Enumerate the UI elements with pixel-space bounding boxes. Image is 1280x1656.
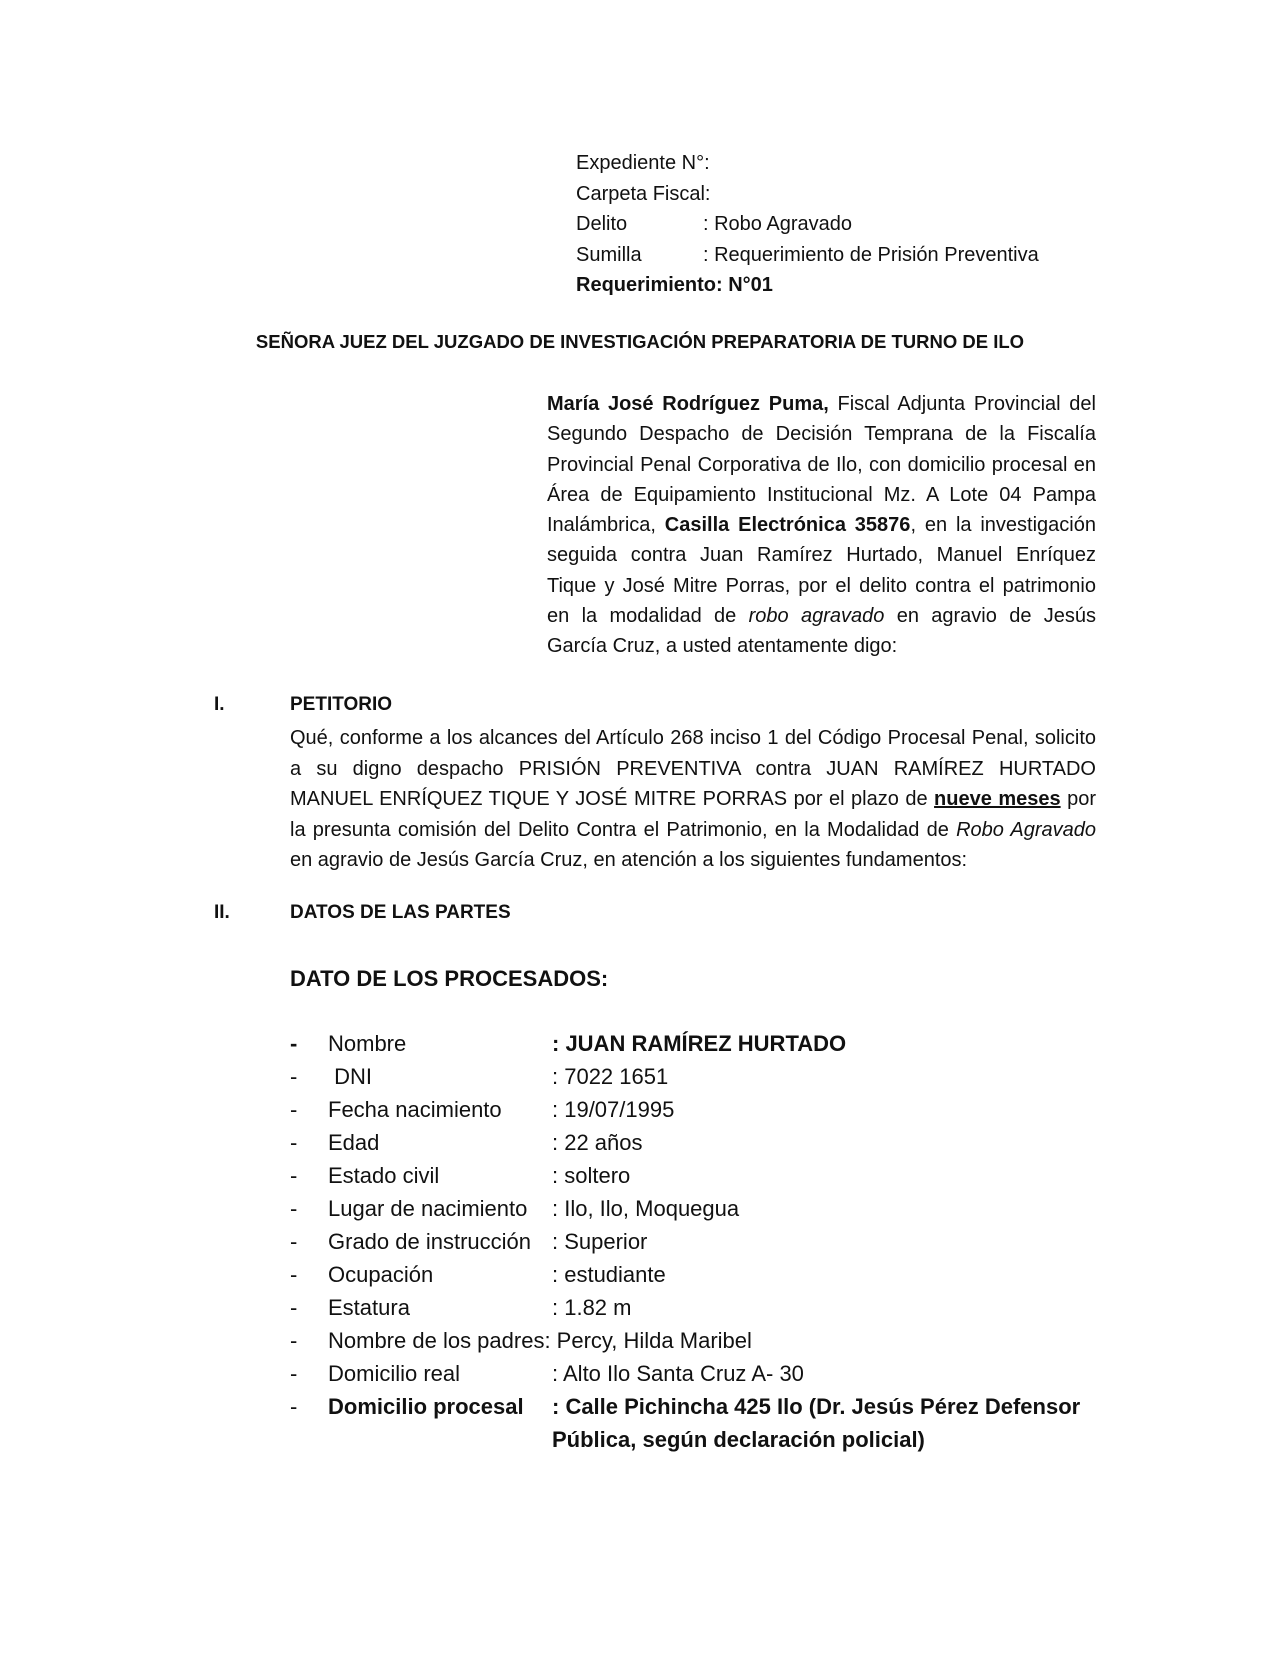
list-dash: - — [290, 1064, 298, 1089]
section-2-title: DATOS DE LAS PARTES — [290, 902, 511, 923]
requerimiento-label: Requerimiento: N°01 — [576, 274, 773, 296]
procesado-details-list — [290, 1027, 1110, 1456]
field-label: Estado civil — [328, 1163, 440, 1188]
procesados-heading: DATO DE LOS PROCESADOS: — [290, 966, 609, 991]
section-1-number: I. — [214, 694, 225, 715]
intro-text-3: en agravio de Jesús García Cruz, a usted atentamente digo: — [547, 605, 1097, 658]
case-header — [576, 148, 1039, 301]
list-dash: - — [290, 1262, 298, 1287]
field-value: : 1.82 m — [552, 1295, 632, 1320]
prosecutor-name: María José Rodríguez Puma, — [547, 393, 829, 415]
field-label: Domicilio procesal — [328, 1394, 524, 1419]
sumilla-value: : Requerimiento de Prisión Preventiva — [703, 243, 1039, 266]
addressee-title: SEÑORA JUEZ DEL JUZGADO DE INVESTIGACIÓN PREPARATORIA DE TURNO DE ILO — [255, 331, 1025, 352]
intro-text-2: , en la investigación seguida contra Juan Ramírez Hurtado, Manuel Enríquez Tique y José Mitre Porras, por el delito contra el patrimonio en la modalidad de — [547, 514, 1096, 628]
field-label: Grado de instrucción — [328, 1229, 531, 1254]
list-item — [290, 1225, 1110, 1258]
casilla-electronica: Casilla Electrónica 35876 — [664, 514, 911, 537]
list-item — [290, 1258, 1110, 1291]
list-item — [290, 1291, 1110, 1324]
list-dash: - — [290, 1130, 298, 1155]
field-value: : estudiante — [552, 1262, 666, 1287]
field-label: DNI — [328, 1064, 372, 1089]
petitorio-modalidad: Robo Agravado — [956, 818, 1096, 841]
list-dash: - — [290, 1295, 298, 1320]
field-label: Nombre — [328, 1031, 407, 1056]
list-dash: - — [290, 1163, 298, 1188]
list-dash: - — [290, 1328, 298, 1353]
petitorio-paragraph — [290, 723, 1096, 876]
field-value: : Alto Ilo Santa Cruz A- 30 — [552, 1361, 804, 1386]
carpeta-line — [576, 179, 1039, 210]
field-value: : JUAN RAMÍREZ HURTADO — [552, 1031, 847, 1056]
list-item — [290, 1126, 1110, 1159]
field-label: Edad — [328, 1130, 380, 1155]
field-value: : Percy, Hilda Maribel — [544, 1328, 752, 1353]
petitorio-text-3: en agravio de Jesús García Cruz, en atención a los siguientes fundamentos: — [290, 849, 968, 871]
field-label: Fecha nacimiento — [328, 1097, 502, 1122]
field-value: : 7022 1651 — [552, 1064, 669, 1089]
delito-value: : Robo Agravado — [703, 213, 852, 235]
sumilla-line — [576, 240, 1039, 271]
list-dash: - — [290, 1229, 298, 1254]
field-value: : Superior — [552, 1229, 648, 1254]
list-item — [290, 1324, 1110, 1357]
list-item — [290, 1159, 1110, 1192]
requerimiento-line — [576, 270, 1039, 301]
list-dash: - — [290, 1394, 298, 1419]
list-dash: - — [290, 1031, 298, 1056]
section-2-number: II. — [214, 902, 230, 923]
intro-text-1: Fiscal Adjunta Provincial del Segundo Despacho de Decisión Temprana de la Fiscalía Provincial Penal Corporativa de Ilo, con domicilio procesal en Área de Equipamiento Institucional Mz. A Lote 04 Pampa Inalámbrica, — [547, 393, 1096, 537]
list-item — [290, 1390, 1110, 1456]
petitorio-plazo: nueve meses — [934, 788, 1061, 810]
expediente-label: Expediente N°: — [576, 152, 710, 174]
list-item — [290, 1027, 1110, 1060]
list-item — [290, 1060, 1110, 1093]
field-label: Nombre de los padres — [328, 1328, 545, 1353]
field-label: Domicilio real — [328, 1361, 461, 1386]
field-value: : 19/07/1995 — [552, 1097, 675, 1122]
delito-line — [576, 209, 1039, 240]
list-dash: - — [290, 1097, 298, 1122]
list-item — [290, 1093, 1110, 1126]
list-dash: - — [290, 1361, 298, 1386]
carpeta-label: Carpeta Fiscal: — [576, 182, 711, 205]
list-dash: - — [290, 1196, 298, 1221]
petitorio-text-1: Qué, conforme a los alcances del Artículo 268 inciso 1 del Código Procesal Penal, solicito a su digno despacho PRISIÓN PREVENTIVA contra JUAN RAMÍREZ HURTADO MANUEL ENRÍQUEZ TIQUE Y JOSÉ MITRE PORRAS por el plazo de — [290, 727, 1096, 810]
sumilla-label: Sumilla — [576, 243, 642, 266]
list-item — [290, 1357, 1110, 1390]
intro-paragraph — [547, 389, 1096, 662]
list-item — [290, 1192, 1110, 1225]
expediente-line — [576, 148, 1039, 179]
delito-label: Delito — [576, 213, 628, 235]
intro-modalidad: robo agravado — [748, 605, 885, 628]
section-1-title: PETITORIO — [290, 694, 393, 715]
field-value: : Calle Pichincha 425 Ilo (Dr. Jesús Pérez Defensor Pública, según declaración policial) — [552, 1394, 1081, 1452]
field-label: Lugar de nacimiento — [328, 1196, 528, 1221]
field-label: Estatura — [328, 1295, 410, 1320]
field-label: Ocupación — [328, 1262, 434, 1287]
field-value: : soltero — [552, 1163, 631, 1188]
field-value: : 22 años — [552, 1130, 643, 1155]
petitorio-text-2: por la presunta comisión del Delito Contra el Patrimonio, en la Modalidad de — [290, 788, 1096, 841]
field-value: : Ilo, Ilo, Moquegua — [552, 1196, 740, 1221]
